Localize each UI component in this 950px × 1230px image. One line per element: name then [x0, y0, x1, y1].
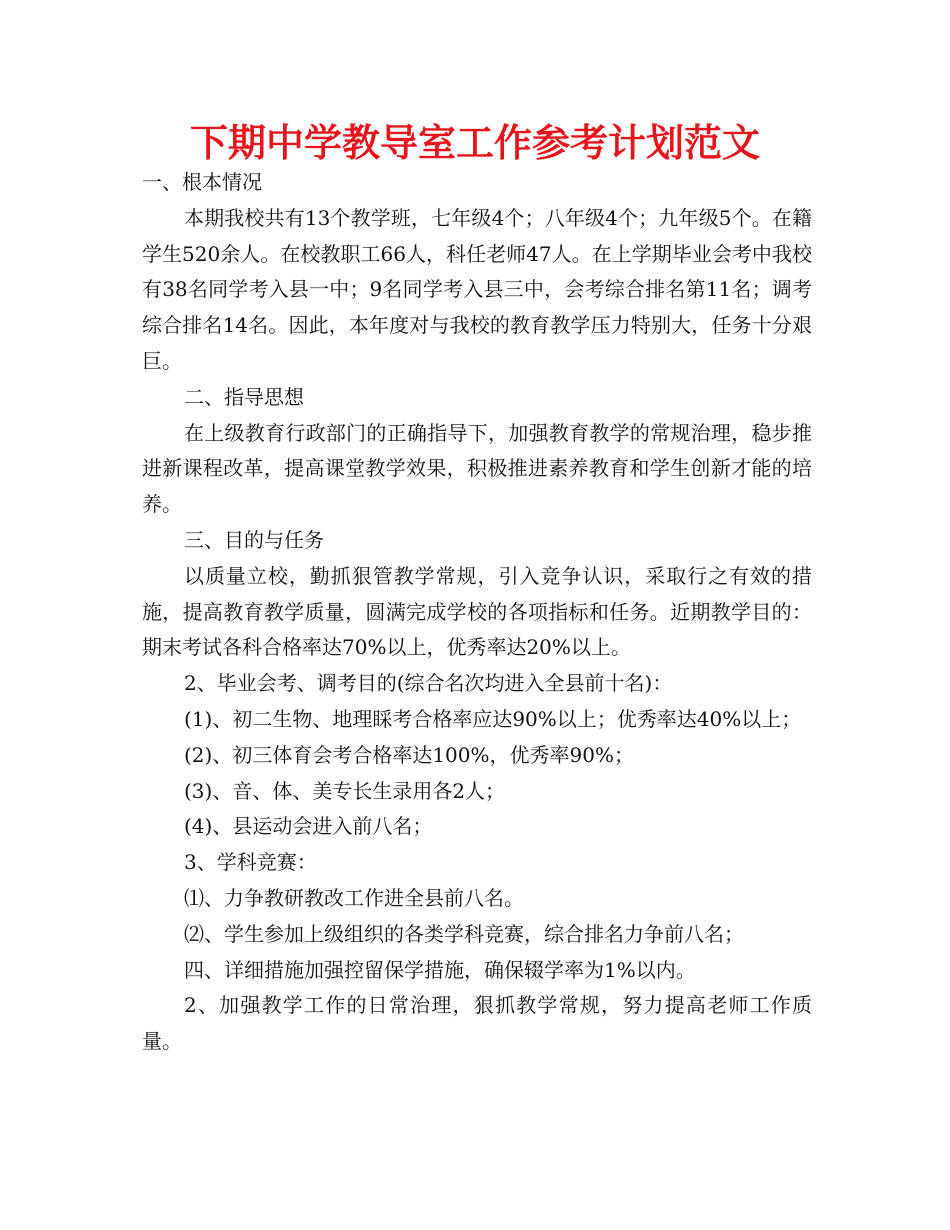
section-heading-goals-tasks: 三、目的与任务 [184, 527, 324, 552]
list-item: (3)、音、体、美专长生录用各2人； [184, 778, 506, 803]
document-title: 下期中学教导室工作参考计划范文 [189, 121, 760, 165]
section-heading-measures: 四、详细措施加强控留保学措施，确保辍学率为1%以内。 [184, 957, 696, 982]
paragraph-guiding-ideology: 在上级教育行政部门的正确指导下，加强教育教学的常规治理，稳步推进新课程改革，提高课堂教学效果，积极推进素养教育和学生创新才能的培养。 [142, 420, 812, 517]
section-heading-basic-situation: 一、根本情况 [142, 170, 262, 194]
section-heading-guiding-ideology: 二、指导思想 [184, 384, 304, 409]
paragraph-measures: 2、加强教学工作的日常治理，狠抓教学常规，努力提高老师工作质量。 [142, 993, 812, 1054]
list-heading-exam-goals: 2、毕业会考、调考目的(综合名次均进入全县前十名)： [184, 671, 673, 696]
list-item: ⑴、力争教研教改工作进全县前八名。 [184, 885, 524, 910]
document-body [142, 165, 812, 1060]
list-item: (1)、初二生物、地理睬考合格率应达90%以上；优秀率达40%以上； [184, 706, 802, 731]
list-item: ⑵、学生参加上级组织的各类学科竞赛，综合排名力争前八名； [184, 921, 744, 946]
list-item: (4)、县运动会进入前八名； [184, 814, 433, 839]
paragraph-basic-situation: 本期我校共有13个教学班，七年级4个；八年级4个；九年级5个。在籍学生520余人。在校教职工66人，科任老师47人。在上学期毕业会考中我校有38名同学考入县一中；9名同学考入县三中，会考综合排名第11名；调考综合排名14名。因此，本年度对与我校的教育教学压力特别大，任务十分艰巨。 [142, 205, 812, 373]
list-heading-competitions: 3、学科竞赛： [184, 850, 317, 875]
paragraph-goals-tasks: 以质量立校，勤抓狠管教学常规，引入竞争认识，采取行之有效的措施，提高教育教学质量，圆满完成学校的各项指标和任务。近期教学目的：期末考试各科合格率达70%以上，优秀率达20%以上。 [142, 563, 812, 660]
list-item: (2)、初三体育会考合格率达100%，优秀率90%； [184, 742, 634, 767]
